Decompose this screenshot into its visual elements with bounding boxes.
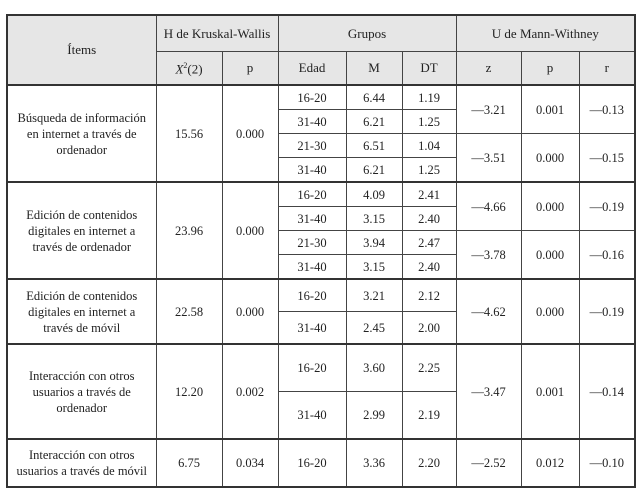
z-cell: —3.51 <box>456 134 521 183</box>
item-cell: Búsqueda de información en internet a través de ordenador <box>7 85 156 182</box>
p-cell: 0.000 <box>222 85 278 182</box>
r-cell: —0.19 <box>579 182 635 231</box>
dt-cell: 1.25 <box>402 158 456 183</box>
p2-cell: 0.001 <box>521 344 579 439</box>
r-cell: —0.10 <box>579 439 635 487</box>
dt-cell: 2.20 <box>402 439 456 487</box>
item-cell: Interacción con otros usuarios a través de ordenador <box>7 344 156 439</box>
r-cell: —0.13 <box>579 85 635 134</box>
dt-cell: 2.19 <box>402 392 456 440</box>
p2-cell: 0.000 <box>521 231 579 280</box>
dt-cell: 1.19 <box>402 85 456 110</box>
edad-cell: 16-20 <box>278 279 346 312</box>
chi-cell: 22.58 <box>156 279 222 344</box>
m-cell: 4.09 <box>346 182 402 207</box>
header-p: p <box>222 52 278 86</box>
header-grupos: Grupos <box>278 15 456 52</box>
p-cell: 0.002 <box>222 344 278 439</box>
dt-cell: 1.25 <box>402 110 456 134</box>
m-cell: 3.21 <box>346 279 402 312</box>
z-cell: —3.47 <box>456 344 521 439</box>
edad-cell: 16-20 <box>278 344 346 392</box>
chi-cell: 12.20 <box>156 344 222 439</box>
m-cell: 3.15 <box>346 207 402 231</box>
z-cell: —4.62 <box>456 279 521 344</box>
r-cell: —0.15 <box>579 134 635 183</box>
m-cell: 3.60 <box>346 344 402 392</box>
dt-cell: 2.00 <box>402 312 456 345</box>
r-cell: —0.16 <box>579 231 635 280</box>
item-group <box>7 439 635 487</box>
results-table <box>6 14 636 488</box>
m-cell: 6.44 <box>346 85 402 110</box>
z-cell: —3.78 <box>456 231 521 280</box>
z-cell: —4.66 <box>456 182 521 231</box>
p2-cell: 0.000 <box>521 279 579 344</box>
dt-cell: 2.25 <box>402 344 456 392</box>
r-cell: —0.19 <box>579 279 635 344</box>
header-dt: DT <box>402 52 456 86</box>
m-cell: 3.94 <box>346 231 402 255</box>
dt-cell: 2.40 <box>402 255 456 280</box>
item-group <box>7 182 635 279</box>
r-cell: —0.14 <box>579 344 635 439</box>
chi-cell: 23.96 <box>156 182 222 279</box>
z-cell: —2.52 <box>456 439 521 487</box>
table-row <box>7 439 635 487</box>
p-cell: 0.000 <box>222 182 278 279</box>
m-cell: 6.51 <box>346 134 402 158</box>
item-cell: Interacción con otros usuarios a través de móvil <box>7 439 156 487</box>
p-cell: 0.034 <box>222 439 278 487</box>
m-cell: 6.21 <box>346 158 402 183</box>
z-cell: —3.21 <box>456 85 521 134</box>
table-row <box>7 279 635 312</box>
p2-cell: 0.000 <box>521 134 579 183</box>
edad-cell: 31-40 <box>278 255 346 280</box>
dt-cell: 2.12 <box>402 279 456 312</box>
m-cell: 6.21 <box>346 110 402 134</box>
edad-cell: 31-40 <box>278 312 346 345</box>
dt-cell: 2.41 <box>402 182 456 207</box>
m-cell: 2.99 <box>346 392 402 440</box>
item-cell: Edición de contenidos digitales en internet a través de ordenador <box>7 182 156 279</box>
edad-cell: 31-40 <box>278 207 346 231</box>
item-group <box>7 279 635 344</box>
dt-cell: 2.47 <box>402 231 456 255</box>
chi-cell: 6.75 <box>156 439 222 487</box>
edad-cell: 31-40 <box>278 110 346 134</box>
p2-cell: 0.001 <box>521 85 579 134</box>
item-group <box>7 344 635 439</box>
item-group <box>7 85 635 182</box>
edad-cell: 21-30 <box>278 231 346 255</box>
p-cell: 0.000 <box>222 279 278 344</box>
dt-cell: 1.04 <box>402 134 456 158</box>
header-z: z <box>456 52 521 86</box>
m-cell: 2.45 <box>346 312 402 345</box>
header-m: M <box>346 52 402 86</box>
edad-cell: 16-20 <box>278 85 346 110</box>
edad-cell: 21-30 <box>278 134 346 158</box>
m-cell: 3.15 <box>346 255 402 280</box>
edad-cell: 31-40 <box>278 392 346 440</box>
header-items: Ítems <box>7 15 156 85</box>
edad-cell: 16-20 <box>278 182 346 207</box>
table-row <box>7 182 635 207</box>
table-row <box>7 344 635 392</box>
table-row <box>7 85 635 110</box>
header-p2: p <box>521 52 579 86</box>
p2-cell: 0.000 <box>521 182 579 231</box>
header-chi: $X^2(2)$ <box>156 52 222 86</box>
chi-cell: 15.56 <box>156 85 222 182</box>
m-cell: 3.36 <box>346 439 402 487</box>
header-mann: U de Mann-Withney <box>456 15 635 52</box>
edad-cell: 31-40 <box>278 158 346 183</box>
p2-cell: 0.012 <box>521 439 579 487</box>
edad-cell: 16-20 <box>278 439 346 487</box>
dt-cell: 2.40 <box>402 207 456 231</box>
header-edad: Edad <box>278 52 346 86</box>
item-cell: Edición de contenidos digitales en internet a través de móvil <box>7 279 156 344</box>
header-r: r <box>579 52 635 86</box>
header-kruskal: H de Kruskal-Wallis <box>156 15 278 52</box>
